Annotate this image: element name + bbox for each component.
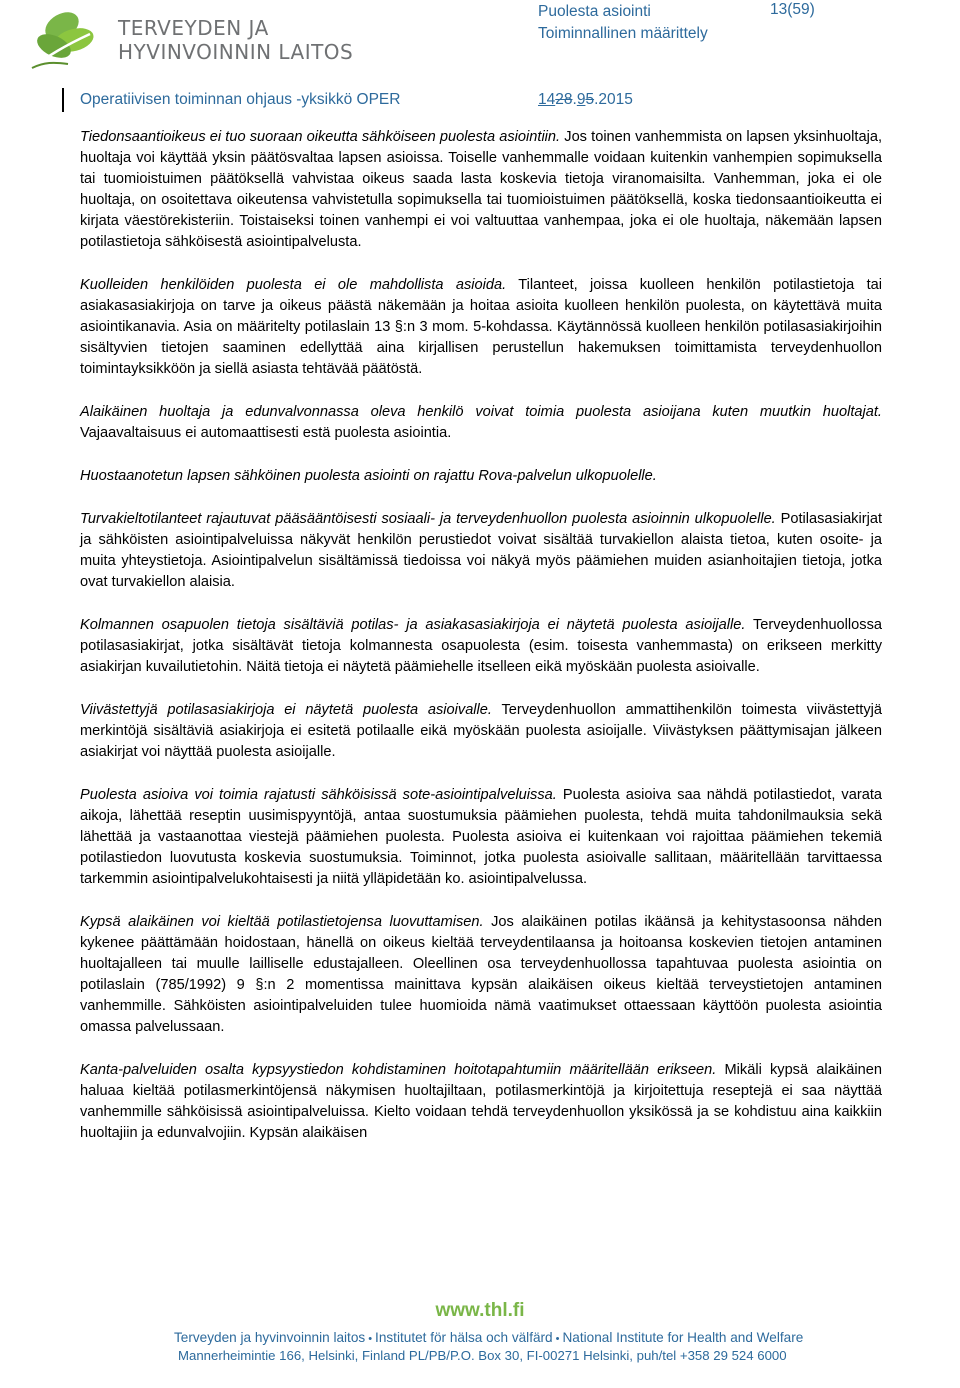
paragraph: [80, 466, 882, 487]
paragraph-lead: Huostaanotetun lapsen sähköinen puolesta asiointi on rajattu Rova-palvelun ulkopuolelle.: [80, 468, 657, 484]
date-day-old: 28: [555, 91, 573, 108]
leaf-logo-icon: [24, 6, 108, 70]
thl-logo: [24, 6, 404, 70]
paragraph: [80, 700, 882, 763]
doc-title: Puolesta asiointi: [538, 3, 651, 20]
org-name-line1: TERVEYDEN JA: [118, 16, 269, 40]
paragraph-body: Jos alaikäinen potilas ikäänsä ja kehitystasoonsa nähden kykenee päättämään hoidostaan, hänellä on oikeus kieltää terveydentilaansa ja hoitoansa koskevien tietojen antaminen huoltajalleen tai muulle lailliselle edustajalleen. Oleellinen osa terveydenhuollossa tapahtuvaa puolesta asiointia on potilaslain (785/1992) 9 §:n 2 momentissa mainittava kypsän alaikäisen oikeus kieltää terveystietojen antaminen vanhemmille. Sähköisten asiointipalveluiden tulee huomioida nämä vaatimukset ottaessaan käyttöön puolesta asiointia omassa palvelussaan.: [80, 914, 883, 1035]
paragraph-body: Mikäli kypsä alaikäinen haluaa kieltää potilasmerkintöjensä näkymisen huoltajiltaan, potilasmerkintöjä ja kirjoitettuja reseptejä ei saa näyttää vanhemmille sähköisissä asiointipalveluissa. Kielto voidaan tehdä terveydenhuollon yksikössä ja se kohdistuu aina kaikkiin huoltajiin ja edunvalvojiin. Kypsän alaikäisen: [80, 1062, 882, 1141]
paragraph-lead: Viivästettyjä potilasasiakirjoja ei näytetä puolesta asioivalle.: [80, 702, 492, 718]
footer-website-link[interactable]: www.thl.fi: [435, 1300, 525, 1321]
paragraph: [80, 912, 882, 1038]
paragraph-lead: Kolmannen osapuolen tietoja sisältäviä potilas- ja asiakasasiakirjoja ei näytetä puolesta asioijalle.: [80, 617, 746, 633]
paragraph-lead: Tiedonsaantioikeus ei tuo suoraan oikeutta sähköiseen puolesta asiointiin.: [80, 129, 561, 145]
paragraph: [80, 785, 882, 890]
footer-address: Mannerheimintie 166, Helsinki, Finland PL/PB/P.O. Box 30, FI-00271 Helsinki, puh/tel +358 29 524 6000: [178, 1348, 787, 1363]
date-year: .2015: [594, 91, 633, 108]
paragraph-lead: Alaikäinen huoltaja ja edunvalvonnassa oleva henkilö voivat toimia puolesta asioijana kuten muutkin huoltajat.: [80, 404, 882, 420]
institute-name-fi: Terveyden ja hyvinvoinnin laitos: [174, 1330, 366, 1345]
footer-institute-names: [174, 1330, 803, 1345]
paragraph-lead: Kypsä alaikäinen voi kieltää potilastietojensa luovuttamisen.: [80, 914, 484, 930]
paragraph-body: Terveydenhuollon ammattihenkilön toimesta viivästettyjä merkintöjä sisältäviä asiakirjoja ei esitetä potilaalle eikä myöskään puolesta asioijalle. Viivästyksen päättymisajan jälkeen asiakirjat voi näyttää puolesta asioijalle.: [80, 702, 882, 760]
paragraph-body: Potilasasiakirjat ja sähköisten asiointipalveluissa näkyvät henkilön perustiedot voivat sisältää turvakiellon alaista tietoa, kuten osoite- ja muita yhteystietoja. Asiointipalvelun sisältämissä tiedoissa voi näkyä myös päämiehen muiden asianhoitajien tietoja, jotka ovat turvakiellon alaisia.: [80, 511, 882, 590]
paragraph-body: Jos toinen vanhemmista on lapsen yksinhuoltaja, huoltaja voi käyttää yksin päätösvaltaa lapsen asioissa. Toiselle vanhemmalle voidaan kuitenkin vanhempien sopimuksella tai tuomioistuimen päätöksellä vahvistaa oikeus saada lasta koskevia tietoja viranomaisilta. Vanhemman, joka ei ole huoltaja, on osoitettava oikeutensa vahvistetulla sopimuksella tai tuomioistuimen päätöksellä, koska tiedonsaantioikeutta ei kirjata väestörekisteriin. Toistaiseksi toinen vanhempi ei voi valtuuttaa vanhempaa, joka ei ole huoltaja, näkemään lapsen potilastietoja sähköisestä asiointipalvelusta.: [80, 129, 882, 250]
doc-title-block: [538, 1, 708, 45]
paragraph-body: Tilanteet, joissa kuolleen henkilön potilastietoja tai asiakasasiakirjoja on tarve ja oikeus päästä näkemään ja hoitaa asioita kuolleen henkilön puolesta, on käytettävä muita asiointikanavia. Asia on määritelty potilaslain 13 §:n 3 mom. 5-kohdassa. Käytännössä kuolleen henkilön potilasasiakirjoihin sisältyvien tietojen saaminen edellyttää aina kirjallisen perustellun hakemuksen toimittamista terveydenhuollon toimintayksikköön ja siellä asiasta tehtävää päätöstä.: [80, 277, 882, 377]
paragraph: [80, 127, 882, 253]
date-day-new: 14: [538, 91, 556, 108]
paragraph: [80, 509, 882, 593]
unit-name: Operatiivisen toiminnan ohjaus -yksikkö OPER: [80, 91, 401, 108]
paragraph-lead: Puolesta asioiva voi toimia rajatusti sähköisissä sote-asiointipalveluissa.: [80, 787, 557, 803]
paragraph: [80, 615, 882, 678]
paragraph-body: Terveydenhuollossa potilasasiakirjat, jotka sisältävät tietoja kolmannesta osapuolesta (esim. toisesta vanhemmasta) on erikseen merkitty asiakirjan kuvailutietohin. Näitä tietoja ei näytetä päämiehelle itselleen eikä myöskään puolesta asioivalle.: [80, 617, 882, 675]
institute-name-en: National Institute for Health and Welfare: [562, 1330, 804, 1345]
paragraph: [80, 275, 882, 380]
change-bar: [62, 88, 64, 112]
bullet-separator: •: [368, 1333, 373, 1345]
institute-name-sv: Institutet för hälsa och välfärd: [375, 1330, 553, 1345]
document-body: [80, 127, 882, 1166]
document-date: [538, 91, 633, 109]
doc-subtitle: Toiminnallinen määrittely: [538, 25, 708, 42]
date-month-old: 5: [585, 91, 595, 108]
paragraph-body: Vajaavaltaisuus ei automaattisesti estä puolesta asiointia.: [80, 425, 452, 441]
paragraph-lead: Turvakieltotilanteet rajautuvat pääsääntöisesti sosiaali- ja terveydenhuollon puolesta asioinnin ulkopuolelle.: [80, 511, 776, 527]
paragraph: [80, 402, 882, 444]
page-number: 13(59): [770, 1, 815, 18]
date-sep: .: [572, 91, 577, 108]
bullet-separator: •: [555, 1333, 560, 1345]
paragraph-lead: Kanta-palveluiden osalta kypsyystiedon kohdistaminen hoitotapahtumiin määritellään erikseen.: [80, 1062, 717, 1078]
paragraph-lead: Kuolleiden henkilöiden puolesta ei ole mahdollista asioida.: [80, 277, 507, 293]
paragraph-body: Puolesta asioiva saa nähdä potilastiedot, varata aikoja, lähettää reseptin uusimispyyntöjä, antaa suostumuksia päämiehen puolesta, tehdä muita tahdonilmauksia sekä lähettää ja vastaanottaa viestejä päämiehen puolesta. Puolesta asioiva ei kuitenkaan voi rajoittaa päämiehen tekemiä potilastiedon luovutusta koskevia suostumuksia. Toiminnot, jotka puolesta asioivalle sallitaan, määritellään tarvittaessa tarkemmin asiointipalvelukohtaisesti ja niitä ylläpidetään ko. asiointipalvelussa.: [80, 787, 882, 887]
org-name-line2: HYVINVOINNIN LAITOS: [118, 40, 354, 64]
date-month-new: 9: [576, 91, 586, 108]
paragraph: [80, 1060, 882, 1144]
